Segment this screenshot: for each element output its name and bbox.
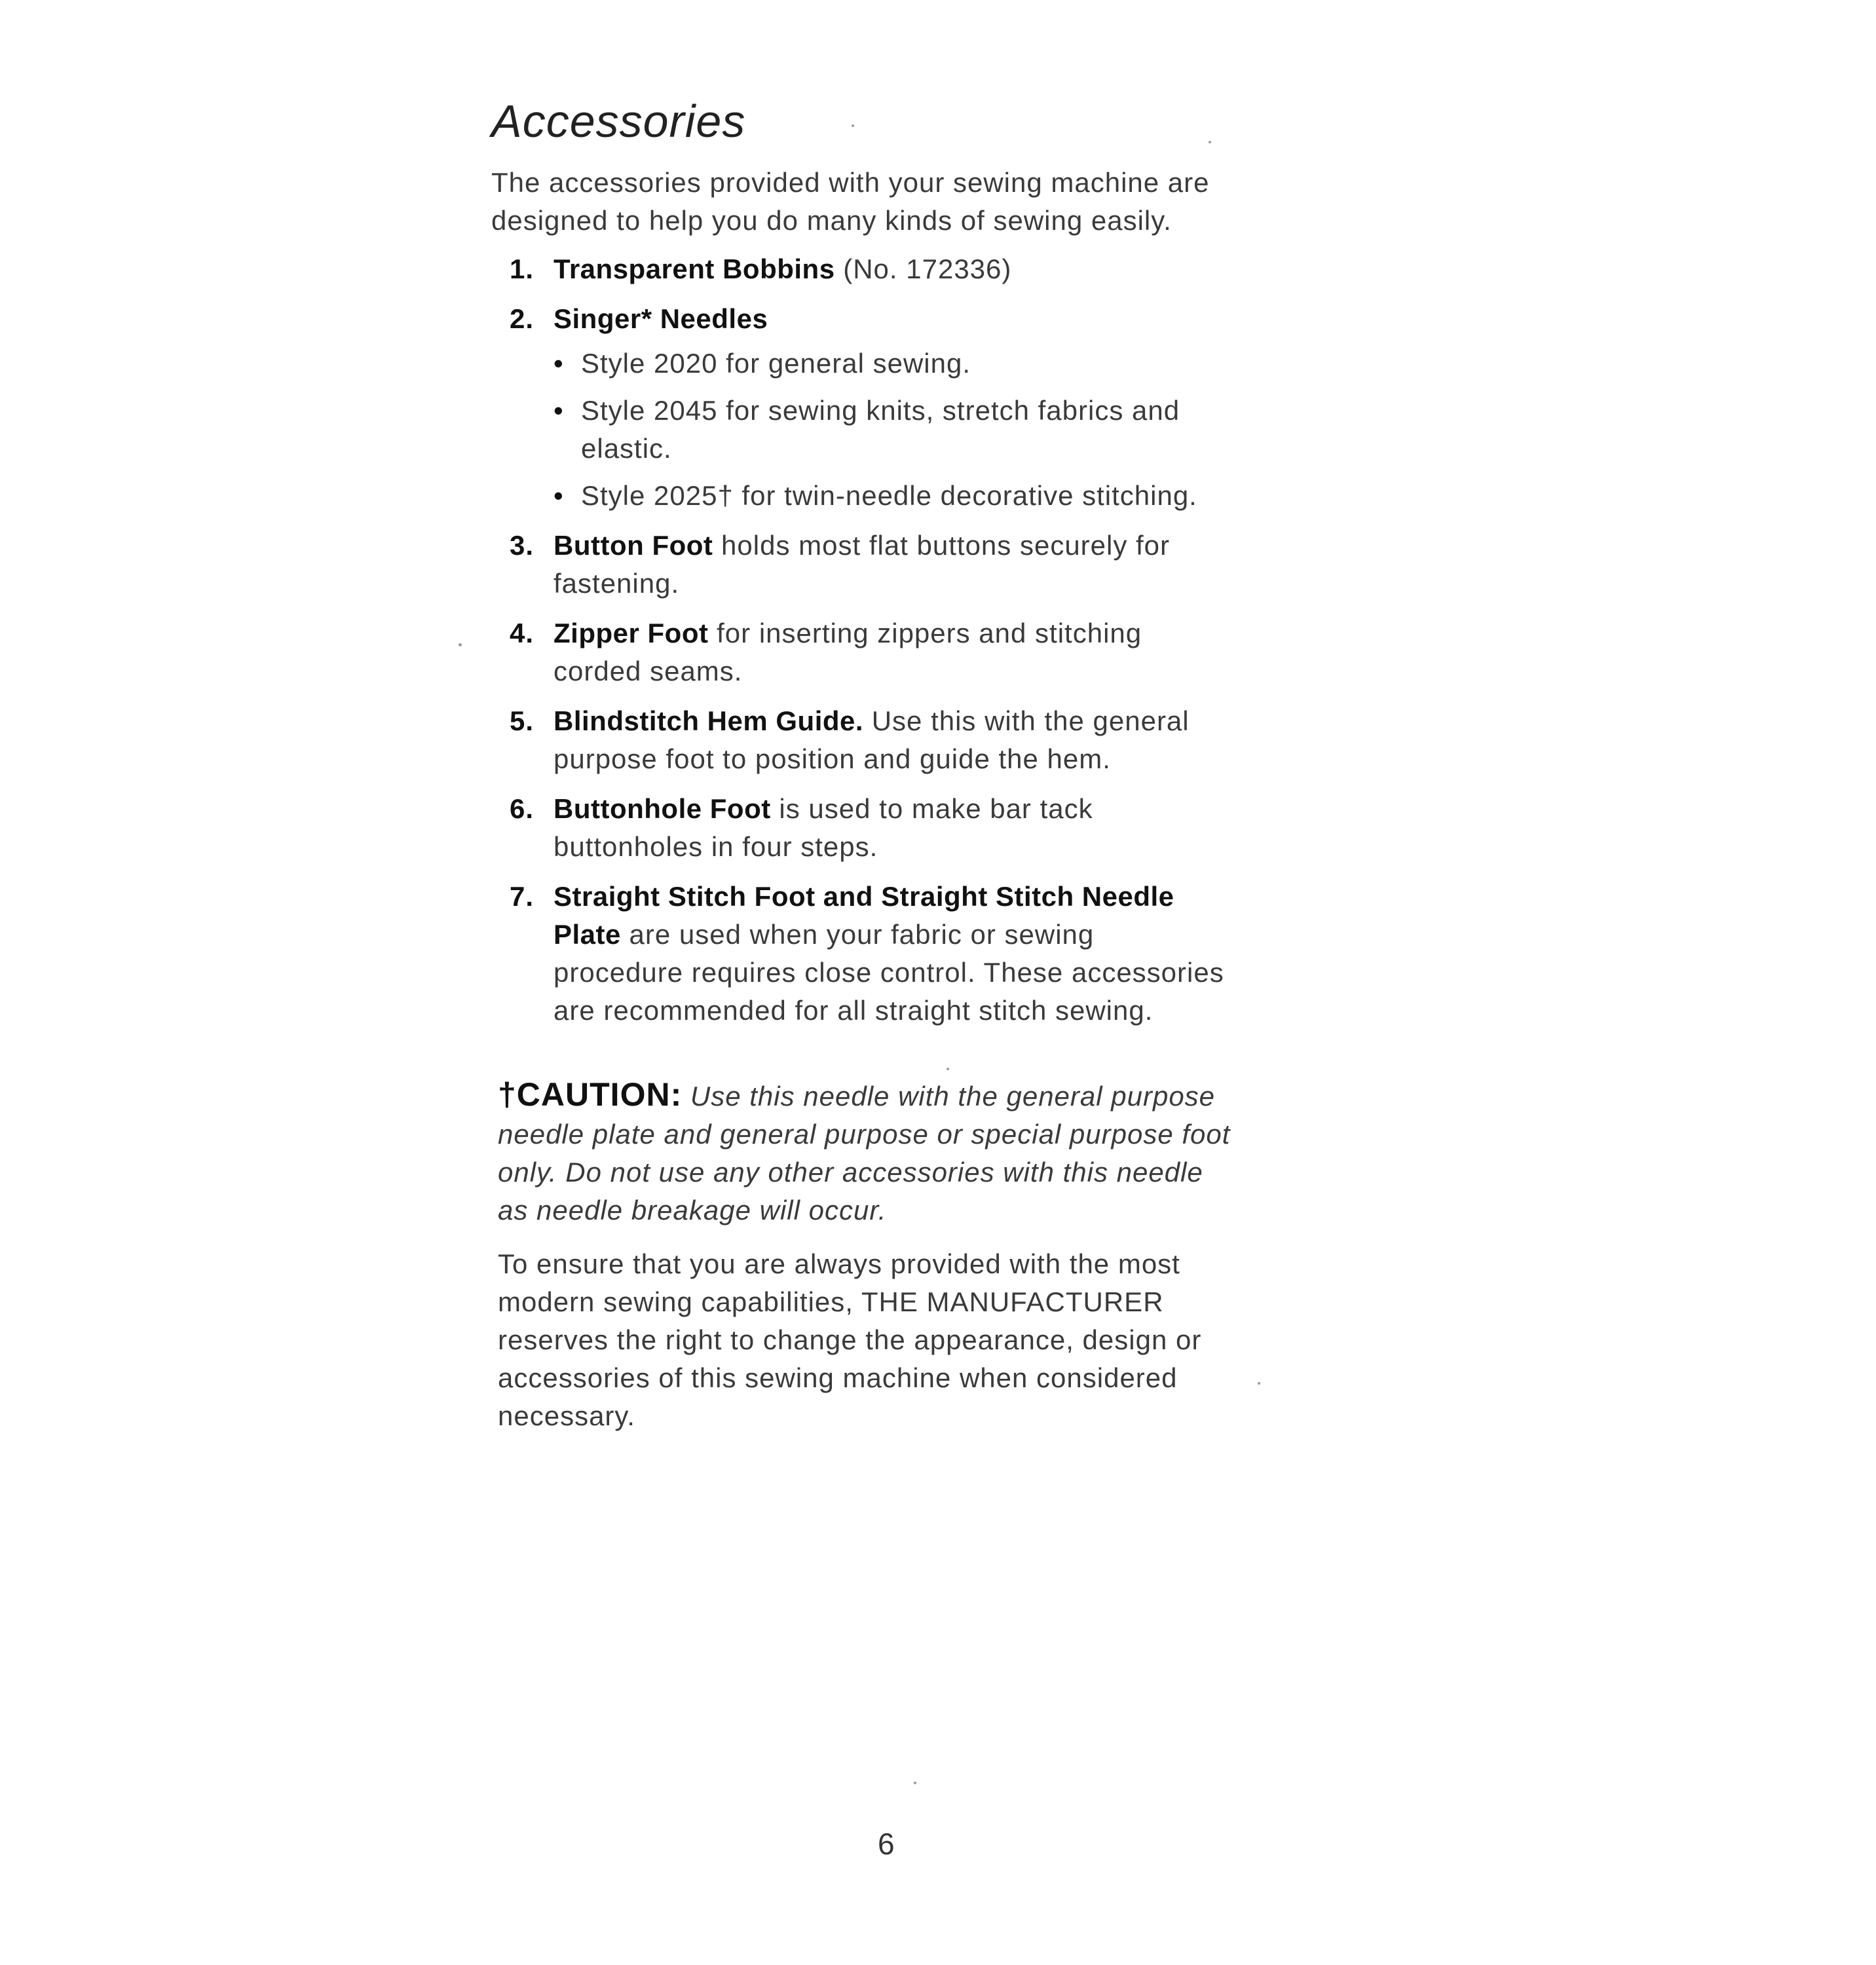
- caution-text: Use this needle with the general purpose needle plate and general purpose or special purpose foot only. Do not use any other accessories with this needle as needle breakage will occur.: [498, 1081, 1231, 1226]
- caution-notice: [498, 1076, 1231, 1229]
- item-name: Blindstitch Hem Guide.: [553, 705, 864, 736]
- needle-style-item: [553, 477, 1231, 515]
- item-number: 7.: [510, 881, 535, 912]
- item-description: Use this with the general purpose foot to position and guide the hem.: [553, 705, 1190, 774]
- list-item-transparent-bobbins: [491, 250, 1231, 288]
- item-name: Transparent Bobbins: [553, 253, 835, 284]
- item-name: Zipper Foot: [553, 618, 709, 648]
- item-number: 3.: [510, 530, 535, 561]
- item-name: Button Foot: [553, 530, 713, 561]
- list-item-buttonhole-foot: [491, 790, 1231, 866]
- item-description: is used to make bar tack buttonholes in four steps.: [553, 793, 1093, 862]
- scan-speck: [852, 124, 854, 127]
- item-name: Straight Stitch Foot and Straight Stitch Needle Plate: [553, 881, 1174, 950]
- page-number: 6: [878, 1827, 895, 1861]
- caution-label: †CAUTION:: [498, 1076, 683, 1113]
- text-column: [491, 92, 1231, 1435]
- bullet-icon: •: [553, 348, 564, 379]
- needle-style-text: Style 2020 for general sewing.: [581, 348, 971, 379]
- item-description: for inserting zippers and stitching corded seams.: [553, 618, 1142, 686]
- bullet-icon: •: [553, 395, 564, 426]
- scan-speck: [1209, 141, 1211, 143]
- item-description: holds most flat buttons securely for fastening.: [553, 530, 1171, 599]
- item-name: Singer* Needles: [553, 303, 768, 334]
- needle-style-text: Style 2025† for twin-needle decorative stitching.: [581, 480, 1197, 511]
- item-number: 2.: [510, 303, 535, 334]
- item-number: 6.: [510, 793, 535, 824]
- scan-speck: [914, 1782, 916, 1784]
- accessories-list: [491, 250, 1231, 1030]
- needle-styles-list: [553, 345, 1231, 515]
- item-name: Buttonhole Foot: [553, 793, 771, 824]
- list-item-straight-stitch-foot: [491, 878, 1231, 1030]
- scan-speck: [1258, 1382, 1260, 1385]
- list-item-singer-needles: [491, 300, 1231, 515]
- item-description: are used when your fabric or sewing procedure requires close control. These accessories are recommended for all straight stitch sewing.: [553, 919, 1224, 1026]
- item-number: 5.: [510, 705, 535, 736]
- list-item-blindstitch-hem-guide: [491, 702, 1231, 778]
- list-item-button-foot: [491, 527, 1231, 603]
- item-number: 1.: [510, 253, 535, 284]
- needle-style-item: [553, 345, 1231, 383]
- item-description: (No. 172336): [835, 253, 1012, 284]
- scan-speck: [459, 643, 462, 646]
- item-number: 4.: [510, 618, 535, 648]
- list-item-zipper-foot: [491, 614, 1231, 690]
- scan-speck: [947, 1068, 949, 1070]
- needle-style-text: Style 2045 for sewing knits, stretch fabrics and elastic.: [581, 395, 1180, 464]
- manufacturer-notice: To ensure that you are always provided with the most modern sewing capabilities, THE MANUFACTURER reserves the right to change the appearance, design or accessories of this sewing machine when considered necessary.: [498, 1248, 1202, 1431]
- bullet-icon: •: [553, 480, 564, 511]
- needle-style-item: [553, 392, 1231, 468]
- intro-paragraph: The accessories provided with your sewing machine are designed to help you do many kinds of sewing easily.: [491, 167, 1210, 236]
- page-title: Accessories: [491, 96, 746, 147]
